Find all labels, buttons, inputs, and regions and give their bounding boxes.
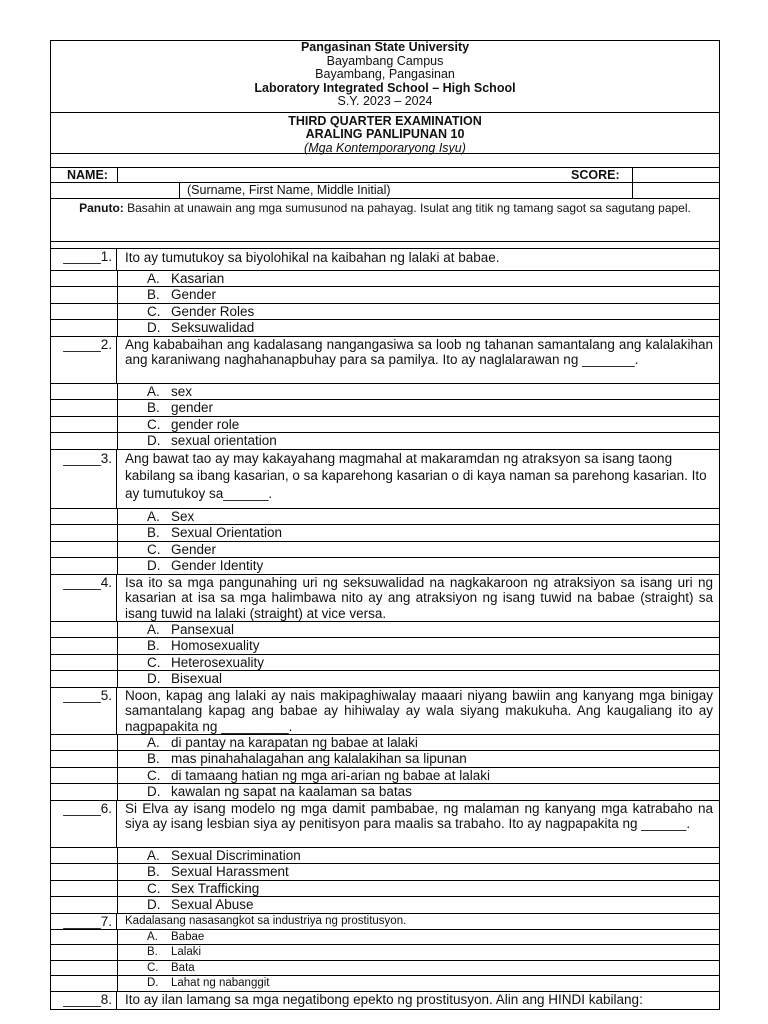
- option-row[interactable]: [51, 287, 719, 304]
- option-row[interactable]: [51, 384, 719, 401]
- name-label: NAME:: [67, 167, 108, 182]
- option-letter: B.: [147, 638, 160, 653]
- instructions-text: Basahin at unawain ang mga sumusunod na pahayag. Isulat ang titik ng tamang sagot sa sagutang papel.: [123, 200, 691, 215]
- option-row[interactable]: [51, 751, 719, 768]
- answer-blank[interactable]: _____4.: [51, 575, 117, 621]
- question-text: Noon, kapag ang lalaki ay nais makipaghiwalay maaari niyang bawiin ang kanyang mga binigay samantalang kapag ang babae ay hihiwalay ay wala siyang makukuha. Ang kaugaliang ito ay nagpapakita ng _________.: [125, 687, 713, 734]
- option-row[interactable]: [51, 655, 719, 672]
- question-row: [51, 337, 719, 384]
- option-letter: C.: [147, 767, 161, 783]
- option-text: gender: [171, 400, 214, 415]
- answer-blank[interactable]: _____5.: [51, 688, 117, 734]
- option-text: Seksuwalidad: [171, 320, 255, 335]
- option-row[interactable]: [51, 848, 719, 865]
- option-row[interactable]: [51, 509, 719, 526]
- name-score-row: [51, 168, 719, 183]
- option-letter: C.: [147, 961, 159, 974]
- question-text: Ito ay ilan lamang sa mga negatibong epekto ng prostitusyon. Alin ang HINDI kabilang:: [125, 991, 643, 1007]
- answer-blank[interactable]: _____6.: [51, 801, 117, 847]
- instructions: [51, 198, 719, 242]
- option-text: Babae: [171, 930, 205, 943]
- option-row[interactable]: [51, 881, 719, 898]
- option-row[interactable]: [51, 638, 719, 655]
- option-text: Lahat ng nabanggit: [171, 977, 270, 989]
- school-name: Laboratory Integrated School – High School: [254, 80, 516, 95]
- option-row[interactable]: [51, 622, 719, 639]
- option-letter: A.: [147, 734, 160, 750]
- option-row[interactable]: [51, 400, 719, 417]
- option-letter: D.: [147, 784, 161, 799]
- option-row[interactable]: [51, 304, 719, 321]
- option-row[interactable]: [51, 671, 719, 688]
- option-letter: C.: [147, 541, 161, 557]
- option-letter: B.: [147, 864, 160, 879]
- option-text: Gender Roles: [171, 303, 255, 319]
- question-row: [51, 801, 719, 848]
- question-row: [51, 914, 719, 930]
- option-row[interactable]: [51, 864, 719, 881]
- option-text: Homosexuality: [171, 638, 260, 653]
- school-header: [51, 41, 719, 113]
- university-name: Pangasinan State University: [300, 40, 470, 54]
- instructions-label: Panuto:: [79, 200, 124, 215]
- option-letter: A.: [147, 508, 160, 524]
- exam-sheet: [50, 40, 720, 1010]
- option-row[interactable]: [51, 320, 719, 337]
- blank-row: [51, 154, 719, 168]
- option-row[interactable]: [51, 976, 719, 992]
- option-letter: C.: [147, 416, 161, 432]
- exam-title: THIRD QUARTER EXAMINATION: [288, 113, 482, 128]
- option-text: Bata: [171, 961, 195, 974]
- answer-blank[interactable]: _____2.: [51, 337, 117, 383]
- option-text: Sexual Discrimination: [171, 847, 301, 863]
- option-text: Lalaki: [171, 946, 202, 958]
- option-text: Bisexual: [171, 671, 223, 686]
- question-text: Isa ito sa mga pangunahing uri ng seksuwalidad na nagkakaroon ng atraksiyon sa isang uri ng kasarian at isa sa mga halimbawa nito ay ang atraksiyon ng isang tuwid na babae (straight) sa isang tuwid na lalaki (straight) at vice versa.: [125, 574, 713, 621]
- question-row: [51, 249, 719, 271]
- answer-blank[interactable]: _____3.: [51, 450, 117, 508]
- question-row: [51, 450, 719, 509]
- option-letter: D.: [147, 320, 161, 335]
- option-row[interactable]: [51, 525, 719, 542]
- option-text: Sexual Harassment: [171, 864, 289, 879]
- option-letter: B.: [147, 946, 158, 958]
- name-hint: (Surname, First Name, Middle Initial): [187, 182, 391, 197]
- option-letter: D.: [147, 671, 161, 686]
- option-letter: B.: [147, 287, 160, 302]
- option-text: di tamaang hatian ng mga ari-arian ng babae at lalaki: [171, 767, 490, 783]
- exam-subject: ARALING PANLIPUNAN 10: [305, 127, 465, 141]
- option-text: sexual orientation: [171, 433, 277, 448]
- question-text: Si Elva ay isang modelo ng mga damit pambabae, ng malaman ng kanyang mga katrabaho na siya ay isang lesbian siya ay penitisyon para maalis sa trabaho. Ito ay nagpapakita ng ______.: [125, 800, 713, 831]
- divider: [179, 183, 180, 198]
- option-text: sex: [171, 383, 193, 399]
- option-letter: C.: [147, 880, 161, 896]
- question-text: Kadalasang nasasangkot sa industriya ng prostitusyon.: [125, 914, 407, 927]
- option-text: kawalan ng sapat na kaalaman sa batas: [171, 784, 412, 799]
- option-text: Sex: [171, 508, 195, 524]
- option-letter: B.: [147, 525, 160, 540]
- name-field[interactable]: [118, 168, 630, 182]
- option-letter: A.: [147, 930, 158, 943]
- campus-name: Bayambang Campus: [326, 53, 444, 68]
- option-row[interactable]: [51, 945, 719, 961]
- option-text: gender role: [171, 416, 240, 432]
- answer-blank[interactable]: _____1.: [51, 249, 117, 270]
- option-letter: A.: [147, 621, 160, 637]
- option-letter: D.: [147, 897, 161, 912]
- option-text: Sexual Abuse: [171, 897, 254, 912]
- exam-subtitle: (Mga Kontemporaryong Isyu): [304, 140, 466, 155]
- option-letter: B.: [147, 400, 160, 415]
- question-text: Ito ay tumutukoy sa biyolohikal na kaibahan ng lalaki at babae.: [125, 249, 500, 265]
- option-text: di pantay na karapatan ng babae at lalaki: [171, 734, 418, 750]
- answer-blank[interactable]: _____7.: [51, 914, 117, 929]
- option-letter: A.: [147, 847, 160, 863]
- school-year: S.Y. 2023 – 2024: [337, 94, 433, 108]
- option-row[interactable]: [51, 433, 719, 450]
- option-text: Gender: [171, 541, 217, 557]
- option-letter: D.: [147, 977, 159, 989]
- option-row[interactable]: [51, 558, 719, 575]
- option-row[interactable]: [51, 735, 719, 752]
- question-row: [51, 688, 719, 735]
- question-text: Ang kababaihan ang kadalasang nangangasiwa sa loob ng tahanan samantalang ang kalalakihan ang karaniwang naghahanapbuhay para sa pamilya. Ito ay naglalarawan ng _______.: [125, 336, 713, 367]
- option-row[interactable]: [51, 784, 719, 801]
- option-text: Gender Identity: [171, 558, 264, 573]
- option-text: Sexual Orientation: [171, 525, 283, 540]
- option-text: Kasarian: [171, 270, 225, 286]
- question-text: Ang bawat tao ay may kakayahang magmahal at makaramdan ng atraksyon sa isang taong kabilang sa ibang kasarian, o sa kaparehong kasarian o di kaya naman sa parehong kasarian. Ito ay tumutukoy sa______.: [125, 450, 707, 501]
- option-letter: B.: [147, 751, 160, 766]
- option-text: mas pinahahalagahan ang kalalakihan sa lipunan: [171, 751, 467, 766]
- option-row[interactable]: [51, 768, 719, 785]
- option-letter: C.: [147, 654, 161, 670]
- option-row[interactable]: [51, 961, 719, 977]
- score-field[interactable]: [633, 168, 719, 182]
- option-text: Pansexual: [171, 621, 235, 637]
- location: Bayambang, Pangasinan: [315, 67, 455, 81]
- option-text: Sex Trafficking: [171, 880, 260, 896]
- option-row[interactable]: [51, 542, 719, 559]
- option-row[interactable]: [51, 930, 719, 946]
- option-row[interactable]: [51, 417, 719, 434]
- name-hint-row: [51, 183, 719, 198]
- blank-row: [51, 242, 719, 249]
- exam-title-block: [51, 113, 719, 154]
- option-letter: D.: [147, 558, 161, 573]
- question-row: [51, 575, 719, 622]
- option-letter: A.: [147, 270, 160, 286]
- score-label: SCORE:: [571, 167, 620, 182]
- question-row: [51, 992, 719, 1010]
- answer-blank[interactable]: _____8.: [51, 992, 117, 1009]
- option-text: Gender: [171, 287, 217, 302]
- option-letter: D.: [147, 433, 161, 448]
- option-row[interactable]: [51, 897, 719, 914]
- option-row[interactable]: [51, 271, 719, 288]
- option-text: Heterosexuality: [171, 654, 265, 670]
- option-letter: C.: [147, 303, 161, 319]
- option-letter: A.: [147, 383, 160, 399]
